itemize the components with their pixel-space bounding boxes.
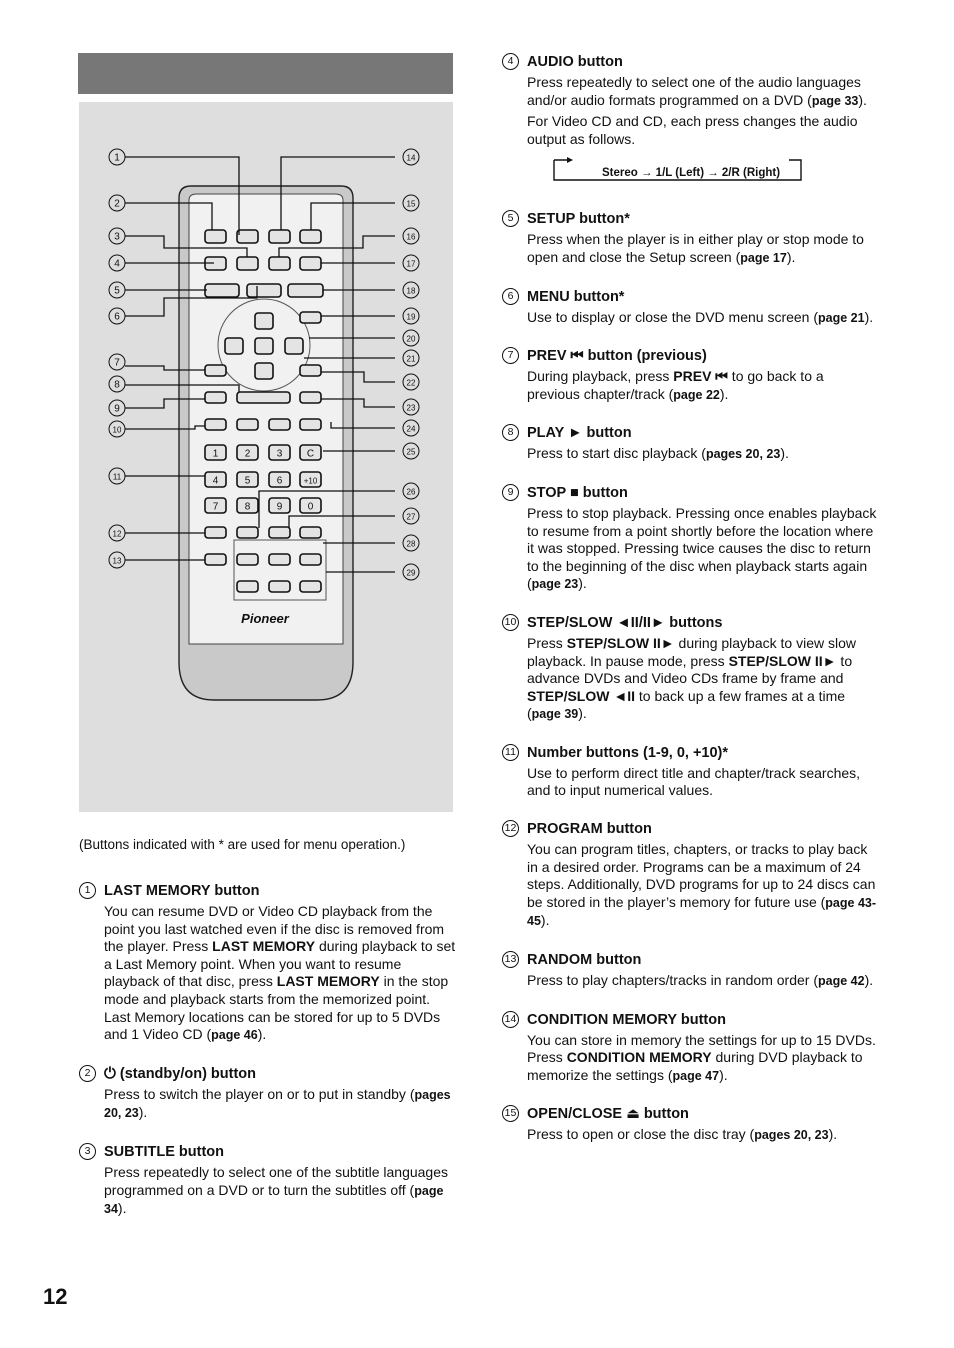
callout-number: 1 bbox=[114, 152, 120, 164]
callout-number: 26 bbox=[406, 487, 416, 497]
callout-number: 13 bbox=[112, 556, 122, 566]
number-key-label: 8 bbox=[244, 501, 251, 513]
item-desc bbox=[527, 841, 880, 931]
text-run: to go back to a previous chapter/track ( bbox=[527, 368, 824, 402]
text-run: ). bbox=[719, 385, 729, 402]
text-run: ). bbox=[780, 445, 789, 462]
item-desc bbox=[527, 309, 880, 328]
item-desc-extra bbox=[527, 113, 880, 148]
menu-operation-footnote: (Buttons indicated with * are used for menu operation.) bbox=[79, 837, 406, 852]
text-run: in the stop mode and playback starts from the memorized point. Last Memory locations can be stored for up to 5 DVDs and 1 Video CD ( bbox=[104, 973, 449, 1043]
item-standby bbox=[79, 1065, 457, 1123]
callout-number: 21 bbox=[406, 354, 416, 364]
item-desc bbox=[527, 368, 880, 404]
cursor-right-key bbox=[285, 338, 303, 354]
item-desc bbox=[104, 1086, 457, 1123]
text-run: Use to perform direct title and chapter/track searches, and to input numerical values. bbox=[527, 764, 861, 799]
remote-key-row1-2 bbox=[269, 230, 290, 243]
item-title bbox=[104, 1065, 457, 1083]
number-key-label: 1 bbox=[212, 448, 219, 460]
remote-key-row2-1 bbox=[237, 257, 258, 270]
page-ref: page 42 bbox=[818, 974, 865, 989]
bold-term: CONDITION MEMORY bbox=[566, 1049, 712, 1066]
remote-key-pause bbox=[300, 392, 321, 403]
remote-key-menu bbox=[247, 284, 281, 297]
item-desc bbox=[527, 1032, 880, 1086]
callout-number: 14 bbox=[406, 153, 416, 163]
page-ref: page 17 bbox=[740, 250, 787, 265]
page-ref: page 43-45 bbox=[527, 895, 877, 929]
callout-number: 10 bbox=[112, 425, 122, 435]
item-title: PROGRAM button bbox=[527, 821, 652, 838]
text-run: during playback to set a Last Memory point. When you want to resume playback of that disc, press bbox=[104, 938, 456, 990]
callout-number: 19 bbox=[406, 312, 416, 322]
remote-key-step-2 bbox=[269, 419, 290, 430]
item-play bbox=[502, 424, 880, 464]
callout-number: 16 bbox=[406, 232, 416, 242]
text-run: Press to play chapters/tracks in random order ( bbox=[527, 972, 819, 989]
remote-key-lower3-0 bbox=[237, 581, 258, 592]
number-key-label: 9 bbox=[276, 501, 283, 513]
text-run: Press repeatedly to select one of the subtitle languages programmed on a DVD or to turn the subtitles off ( bbox=[104, 1163, 448, 1198]
item-number: 7 bbox=[502, 347, 519, 364]
number-key-label: 3 bbox=[276, 448, 283, 460]
text-run: During playback, press bbox=[527, 368, 674, 385]
power-icon: ⏻ bbox=[104, 1064, 116, 1082]
item-open-close bbox=[502, 1105, 880, 1145]
item-title: CONDITION MEMORY button bbox=[527, 1011, 726, 1028]
callout-number: 28 bbox=[406, 539, 416, 549]
callout-number: 3 bbox=[114, 231, 120, 243]
item-number: 4 bbox=[502, 53, 519, 70]
remote-key-row1-3 bbox=[300, 230, 321, 243]
item-title: MENU button* bbox=[527, 288, 625, 305]
item-title: SUBTITLE button bbox=[104, 1143, 225, 1160]
page-ref: page 34 bbox=[104, 1183, 444, 1217]
cursor-down-key bbox=[255, 363, 273, 379]
callout-number: 8 bbox=[114, 379, 120, 391]
text-run: ). bbox=[578, 575, 587, 592]
callout-number: 5 bbox=[114, 285, 120, 297]
text-run: ). bbox=[864, 972, 874, 989]
item-number: 1 bbox=[79, 882, 96, 899]
page-number: 12 bbox=[43, 1284, 68, 1309]
item-desc bbox=[527, 505, 880, 594]
callout-number: 29 bbox=[406, 568, 416, 578]
remote-key-step-3 bbox=[300, 419, 321, 430]
remote-control-figure bbox=[79, 102, 453, 812]
remote-key-prev bbox=[205, 365, 226, 376]
item-desc bbox=[527, 74, 880, 110]
bold-term: LAST MEMORY bbox=[212, 938, 316, 955]
bold-term: STEP/SLOW ◄II bbox=[527, 687, 635, 704]
remote-key-lower1-3 bbox=[300, 527, 321, 538]
text-run: You can program titles, chapters, or tracks to play back in a desired order. Programs can be a maximum of 24 steps. Additionally, DVD programs for up to 24 discs can be stored in the player’s memory for future use ( bbox=[527, 841, 876, 910]
audio-output-flow bbox=[527, 156, 880, 196]
item-desc bbox=[527, 972, 880, 991]
item-title: PREV ⏮ button (previous) bbox=[527, 348, 707, 365]
cursor-enter-key bbox=[255, 338, 273, 354]
callout-number: 2 bbox=[114, 198, 120, 210]
item-desc bbox=[527, 231, 880, 267]
item-subtitle bbox=[79, 1143, 457, 1219]
bold-term: STEP/SLOW II► bbox=[728, 652, 837, 669]
callout-number: 24 bbox=[406, 424, 416, 434]
item-number: 11 bbox=[502, 744, 519, 761]
remote-illustration bbox=[79, 102, 453, 812]
text-run: Use to display or close the DVD menu screen ( bbox=[527, 308, 819, 325]
remote-key-lower3-2 bbox=[300, 581, 321, 592]
page-ref: page 21 bbox=[818, 310, 865, 325]
number-key-label: 6 bbox=[276, 475, 283, 487]
remote-key-lower3-1 bbox=[269, 581, 290, 592]
remote-key-lower1-0 bbox=[205, 527, 226, 538]
text-run: ). bbox=[858, 91, 867, 108]
descriptions-left-column bbox=[79, 882, 457, 1219]
descriptions-right-column bbox=[502, 53, 880, 1145]
bold-term: PREV ⏮ bbox=[673, 368, 728, 385]
text-run: ). bbox=[540, 912, 550, 929]
remote-key-step-1 bbox=[237, 419, 258, 430]
remote-key-stop bbox=[205, 392, 226, 403]
page-ref: page 39 bbox=[531, 707, 579, 722]
bold-term: LAST MEMORY bbox=[276, 973, 380, 990]
section-header-bar bbox=[78, 53, 453, 94]
remote-key-lower1-1 bbox=[237, 527, 258, 538]
remote-key-play bbox=[237, 392, 290, 403]
text-run: Press to open or close the disc tray ( bbox=[527, 1126, 755, 1143]
callout-number: 4 bbox=[114, 258, 120, 270]
item-number: 6 bbox=[502, 288, 519, 305]
page-ref: page 47 bbox=[672, 1068, 720, 1083]
remote-key-row2-3 bbox=[300, 257, 321, 270]
remote-key-row1-1 bbox=[237, 230, 258, 243]
remote-key-lower2-3 bbox=[300, 554, 321, 565]
remote-key-lower2-0 bbox=[205, 554, 226, 565]
item-prev bbox=[502, 347, 880, 404]
callout-number: 17 bbox=[406, 259, 416, 269]
callout-number: 27 bbox=[406, 512, 416, 522]
text-run: ). bbox=[138, 1104, 148, 1121]
item-stop bbox=[502, 484, 880, 594]
number-key-label: 2 bbox=[244, 448, 251, 460]
callout-number: 11 bbox=[112, 472, 122, 482]
callout-number: 25 bbox=[406, 447, 416, 457]
remote-key-row2-2 bbox=[269, 257, 290, 270]
remote-key-next bbox=[300, 365, 321, 376]
remote-key-step-0 bbox=[205, 419, 226, 430]
item-number: 14 bbox=[502, 1011, 519, 1028]
number-key-label: +10 bbox=[303, 476, 318, 486]
remote-key-lower2-2 bbox=[269, 554, 290, 565]
item-last-memory bbox=[79, 882, 457, 1045]
pioneer-logo: Pioneer bbox=[241, 611, 289, 626]
callout-number: 15 bbox=[406, 199, 416, 209]
item-step-slow bbox=[502, 614, 880, 724]
item-setup bbox=[502, 210, 880, 267]
callout-number: 20 bbox=[406, 334, 416, 344]
callout-number: 22 bbox=[406, 378, 416, 388]
item-number: 2 bbox=[79, 1065, 96, 1082]
page-ref: page 46 bbox=[211, 1028, 258, 1043]
item-desc bbox=[104, 1164, 457, 1219]
text-run: during DVD playback to memorize the settings ( bbox=[527, 1049, 863, 1083]
number-key-label: 0 bbox=[307, 501, 314, 513]
item-number: 8 bbox=[502, 424, 519, 441]
item-title: AUDIO button bbox=[527, 54, 623, 70]
item-title: LAST MEMORY button bbox=[104, 883, 260, 899]
text-run: to advance DVDs and Video CDs frame by frame and bbox=[527, 652, 853, 687]
item-menu bbox=[502, 288, 880, 328]
text-run: ). bbox=[117, 1200, 127, 1217]
item-number: 5 bbox=[502, 210, 519, 227]
item-title: OPEN/CLOSE ⏏ button bbox=[527, 1106, 689, 1123]
callout-number: 18 bbox=[406, 286, 416, 296]
text-run: Press to stop playback. Pressing once enables playback to resume from a point shortly before the location where it was stopped. Pressing twice causes the disc to return to the beginning of the disc when playback starts again ( bbox=[527, 504, 877, 592]
item-title-text: (standby/on) button bbox=[119, 1065, 257, 1082]
text-run: ). bbox=[864, 308, 874, 325]
item-title: STEP/SLOW ◄II/II► buttons bbox=[527, 614, 723, 631]
page-ref: pages 20, 23 bbox=[754, 1128, 829, 1143]
text-run: ). bbox=[257, 1026, 267, 1043]
item-title: PLAY ► button bbox=[527, 425, 632, 442]
page-ref: page 22 bbox=[673, 387, 720, 402]
cursor-left-key bbox=[225, 338, 243, 354]
text-run: Press repeatedly to select one of the audio languages and/or audio formats programmed on a DVD ( bbox=[527, 74, 861, 108]
text-run: For Video CD and CD, each press changes the audio output as follows. bbox=[527, 113, 858, 147]
text-run: You can resume DVD or Video CD playback from the point you last watched even if the disc is removed from the player. Press bbox=[104, 903, 445, 955]
callout-number: 7 bbox=[114, 357, 120, 369]
item-title: STOP ■ button bbox=[527, 484, 628, 501]
callout-number: 6 bbox=[114, 311, 120, 323]
text-run: to back up a few frames at a time ( bbox=[527, 687, 846, 722]
remote-key-lower2-1 bbox=[237, 554, 258, 565]
callout-number: 23 bbox=[406, 403, 416, 413]
item-number: 9 bbox=[502, 484, 519, 501]
item-title: SETUP button* bbox=[527, 211, 630, 228]
remote-key-top-menu bbox=[288, 284, 323, 297]
item-desc bbox=[527, 635, 880, 724]
item-number: 10 bbox=[502, 614, 519, 631]
item-title: Number buttons (1-9, 0, +10)* bbox=[527, 744, 729, 761]
item-desc bbox=[104, 903, 457, 1045]
number-key-label: C bbox=[306, 448, 315, 460]
item-audio bbox=[502, 53, 880, 196]
text-run: You can store in memory the settings for up to 15 DVDs. Press bbox=[527, 1031, 876, 1066]
item-number: 3 bbox=[79, 1143, 96, 1160]
page-ref: page 33 bbox=[811, 93, 859, 108]
item-desc bbox=[527, 765, 880, 800]
text-run: ). bbox=[719, 1066, 728, 1083]
item-number: 15 bbox=[502, 1105, 519, 1122]
remote-key-lower1-2 bbox=[269, 527, 290, 538]
text-run: Press to start disc playback ( bbox=[527, 445, 706, 462]
item-program bbox=[502, 820, 880, 931]
bold-term: STEP/SLOW II► bbox=[566, 634, 675, 651]
item-desc bbox=[527, 1126, 880, 1145]
item-number-buttons bbox=[502, 744, 880, 800]
text-run: during playback to view slow playback. In pause mode, press bbox=[527, 634, 856, 669]
text-run: ). bbox=[828, 1126, 838, 1143]
item-random bbox=[502, 951, 880, 991]
number-key-label: 5 bbox=[244, 475, 251, 487]
text-run: Press bbox=[527, 634, 567, 651]
flow-text: Stereo → 1/L (Left) → 2/R (Right) bbox=[602, 167, 781, 180]
item-title: RANDOM button bbox=[527, 952, 642, 969]
remote-key-setup bbox=[205, 284, 239, 297]
remote-key-return bbox=[300, 312, 321, 323]
number-key-label: 4 bbox=[212, 475, 219, 487]
callout-number: 12 bbox=[112, 529, 122, 539]
number-key-label: 7 bbox=[212, 501, 219, 513]
page-ref: pages 20, 23 bbox=[705, 447, 781, 462]
item-number: 13 bbox=[502, 951, 519, 968]
text-run: ). bbox=[578, 705, 587, 722]
page-ref: pages 20, 23 bbox=[104, 1087, 451, 1121]
item-desc bbox=[527, 445, 880, 464]
page-ref: page 23 bbox=[531, 577, 579, 592]
text-run: ). bbox=[786, 248, 796, 265]
text-run: Press to switch the player on or to put in standby ( bbox=[104, 1085, 415, 1102]
callout-number: 9 bbox=[114, 403, 120, 415]
item-number: 12 bbox=[502, 820, 519, 837]
cursor-up-key bbox=[255, 313, 273, 329]
text-run: Press when the player is in either play or stop mode to open and close the Setup screen ( bbox=[527, 231, 864, 265]
item-condition-memory bbox=[502, 1011, 880, 1086]
remote-key-row1-0 bbox=[205, 230, 226, 243]
